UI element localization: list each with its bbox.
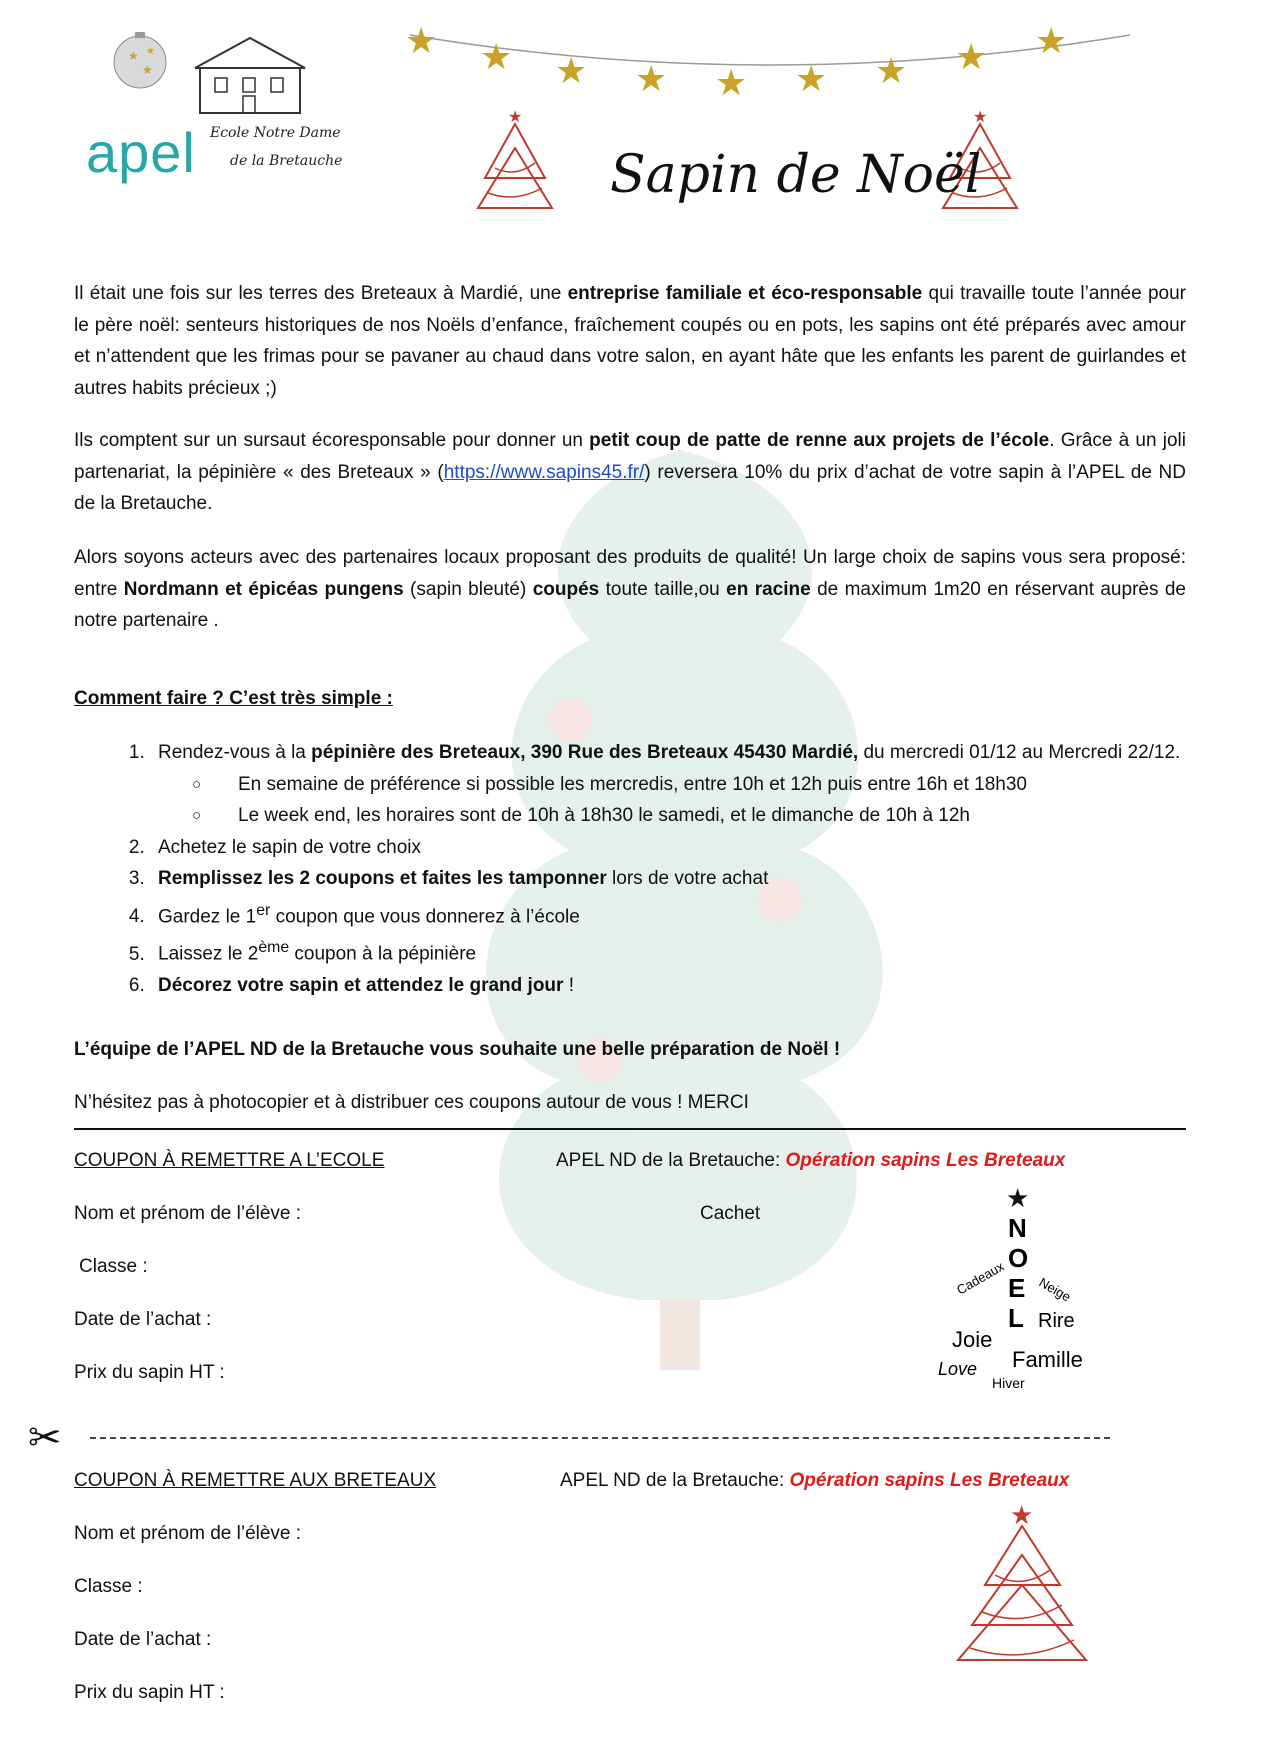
coupon1-purchase-date-label: Date de l’achat : xyxy=(74,1309,212,1330)
coupon2-purchase-date-label: Date de l’achat : xyxy=(74,1629,212,1650)
step-1-sublist xyxy=(158,769,1262,832)
photocopy-note: N’hésitez pas à photocopier et à distribuer ces coupons autour de vous ! MERCI xyxy=(74,1092,749,1113)
svg-text:★: ★ xyxy=(955,36,988,77)
word-tree-letter-o: O xyxy=(1008,1243,1029,1273)
cut-line xyxy=(90,1437,1110,1439)
step-3: 3. Remplissez les 2 coupons et faites les tamponner lors de votre achat xyxy=(150,863,1262,895)
step-1-weekend-hours: ○ Le week end, les horaires sont de 10h à 18h30 le samedi, et le dimanche de 10h à 12h xyxy=(192,800,1262,832)
page-title: Sapin de Noël xyxy=(610,145,982,205)
coupon1-price-label: Prix du sapin HT : xyxy=(74,1362,225,1383)
word-tree-rire: Rire xyxy=(1038,1310,1075,1332)
intro-paragraph-3: Alors soyons acteurs avec des partenaires locaux proposant des produits de qualité! Un large choix de sapins vous sera proposé: entre Nordmann et épicéas pungens (sapin bleuté) coupés toute taille,ou en racine de maximum 1m20 en réservant auprès de notre partenaire . xyxy=(74,547,1186,631)
svg-text:★: ★ xyxy=(480,36,513,77)
svg-text:★: ★ xyxy=(146,46,155,57)
svg-text:★: ★ xyxy=(973,109,988,126)
svg-text:★: ★ xyxy=(1010,1500,1034,1530)
svg-text:★: ★ xyxy=(635,58,668,99)
coupon1-student-name-label: Nom et prénom de l’élève : xyxy=(74,1203,302,1224)
closing-wish: L’équipe de l’APEL ND de la Bretauche vous souhaite une belle préparation de Noël ! xyxy=(74,1039,841,1060)
howto-heading: Comment faire ? C’est très simple : xyxy=(74,688,393,709)
step-5: 5. Laissez le 2ème coupon à la pépinière xyxy=(150,932,1262,970)
word-tree-neige: Neige xyxy=(1036,1274,1074,1305)
step-1-weekday-hours: ○ En semaine de préférence si possible les mercredis, entre 10h et 12h puis entre 16h et 18h30 xyxy=(192,769,1262,801)
word-tree-joie: Joie xyxy=(952,1327,993,1352)
coupon2-class-label: Classe : xyxy=(74,1576,143,1597)
partner-website-link[interactable]: https://www.sapins45.fr/ xyxy=(443,461,645,483)
intro-paragraph-2: Ils comptent sur un sursaut écoresponsable pour donner un petit coup de patte de renne aux projets de l’école. Grâce à un joli partenariat, la pépinière « des Breteaux » (https://www.sapins45.fr/) reversera 10% du prix d’achat de votre sapin à l’APEL de ND de la Bretauche. xyxy=(74,430,1186,514)
ornament-ball-icon xyxy=(110,30,170,90)
word-tree-love: Love xyxy=(938,1359,978,1379)
apel-logo-text: apel xyxy=(86,121,196,184)
step-4: 4. Gardez le 1er coupon que vous donnerez à l’école xyxy=(150,895,1262,933)
noel-word-tree-icon xyxy=(930,1185,1105,1395)
svg-text:★: ★ xyxy=(795,58,828,99)
svg-text:★: ★ xyxy=(405,20,438,61)
step-1: 1. Rendez-vous à la pépinière des Breteaux, 390 Rue des Breteaux 45430 Mardié, du mercredi 01/12 au Mercredi 22/12. ○ En semaine de préférence si possible les mercredis, entre 10h et 12h puis entre 16h et 18h30 ○ Le week end, les horaires sont de 10h à 18h30 le samedi, et le dimanche de 10h à 12h xyxy=(150,737,1262,832)
word-tree-letter-e: E xyxy=(1008,1273,1026,1303)
svg-text:★: ★ xyxy=(1006,1183,1030,1213)
star-garland-decoration xyxy=(405,15,1130,103)
school-house-icon xyxy=(175,33,325,118)
svg-text:★: ★ xyxy=(555,50,588,91)
step-6: 6. Décorez votre sapin et attendez le grand jour ! xyxy=(150,970,1262,1002)
coupon1-stamp-label: Cachet xyxy=(700,1203,761,1224)
red-tree-left-icon xyxy=(470,108,560,218)
coupon1-operation: APEL ND de la Bretauche: Opération sapins Les Breteaux xyxy=(556,1150,1066,1171)
section-divider xyxy=(74,1128,1186,1130)
intro-paragraph-1: Il était une fois sur les terres des Breteaux à Mardié, une entreprise familiale et éco-responsable qui travaille toute l’année pour le père noël: senteurs historiques de nos Noëls d’enfance, fraîchement coupés ou en pots, les sapins ont été préparés avec amour et n’attendent que les frimas pour se pavaner au chaud dans votre salon, en ayant hâte que les enfants les parent de guirlandes et autres habits précieux ;) xyxy=(74,283,1186,399)
apel-logo xyxy=(70,25,400,195)
step-2: 2. Achetez le sapin de votre choix xyxy=(150,832,1262,864)
svg-text:★: ★ xyxy=(142,63,153,77)
svg-text:★: ★ xyxy=(128,49,139,63)
coupon2-student-name-label: Nom et prénom de l’élève : xyxy=(74,1523,302,1544)
svg-text:★: ★ xyxy=(508,109,523,126)
word-tree-cadeaux: Cadeaux xyxy=(954,1258,1007,1298)
school-name-line2: de la Bretauche xyxy=(230,153,343,169)
svg-text:★: ★ xyxy=(875,50,908,91)
svg-text:★: ★ xyxy=(1035,20,1068,61)
coupon2-price-label: Prix du sapin HT : xyxy=(74,1682,225,1703)
red-tree-bottom-icon xyxy=(950,1500,1095,1670)
word-tree-letter-n: N xyxy=(1008,1213,1027,1243)
word-tree-famille: Famille xyxy=(1012,1347,1083,1372)
coupon1-title: COUPON À REMETTRE A L’ECOLE xyxy=(74,1150,385,1171)
coupon2-operation: APEL ND de la Bretauche: Opération sapins Les Breteaux xyxy=(560,1470,1070,1491)
school-name-line1: Ecole Notre Dame xyxy=(210,125,341,141)
svg-text:★: ★ xyxy=(715,62,748,103)
coupon2-title: COUPON À REMETTRE AUX BRETEAUX xyxy=(74,1470,437,1491)
word-tree-letter-l: L xyxy=(1008,1303,1024,1333)
word-tree-hiver: Hiver xyxy=(992,1375,1025,1391)
steps-list xyxy=(74,737,1262,1002)
coupon1-class-label: Classe : xyxy=(79,1256,148,1277)
scissors-icon: ✂ xyxy=(28,1416,62,1460)
